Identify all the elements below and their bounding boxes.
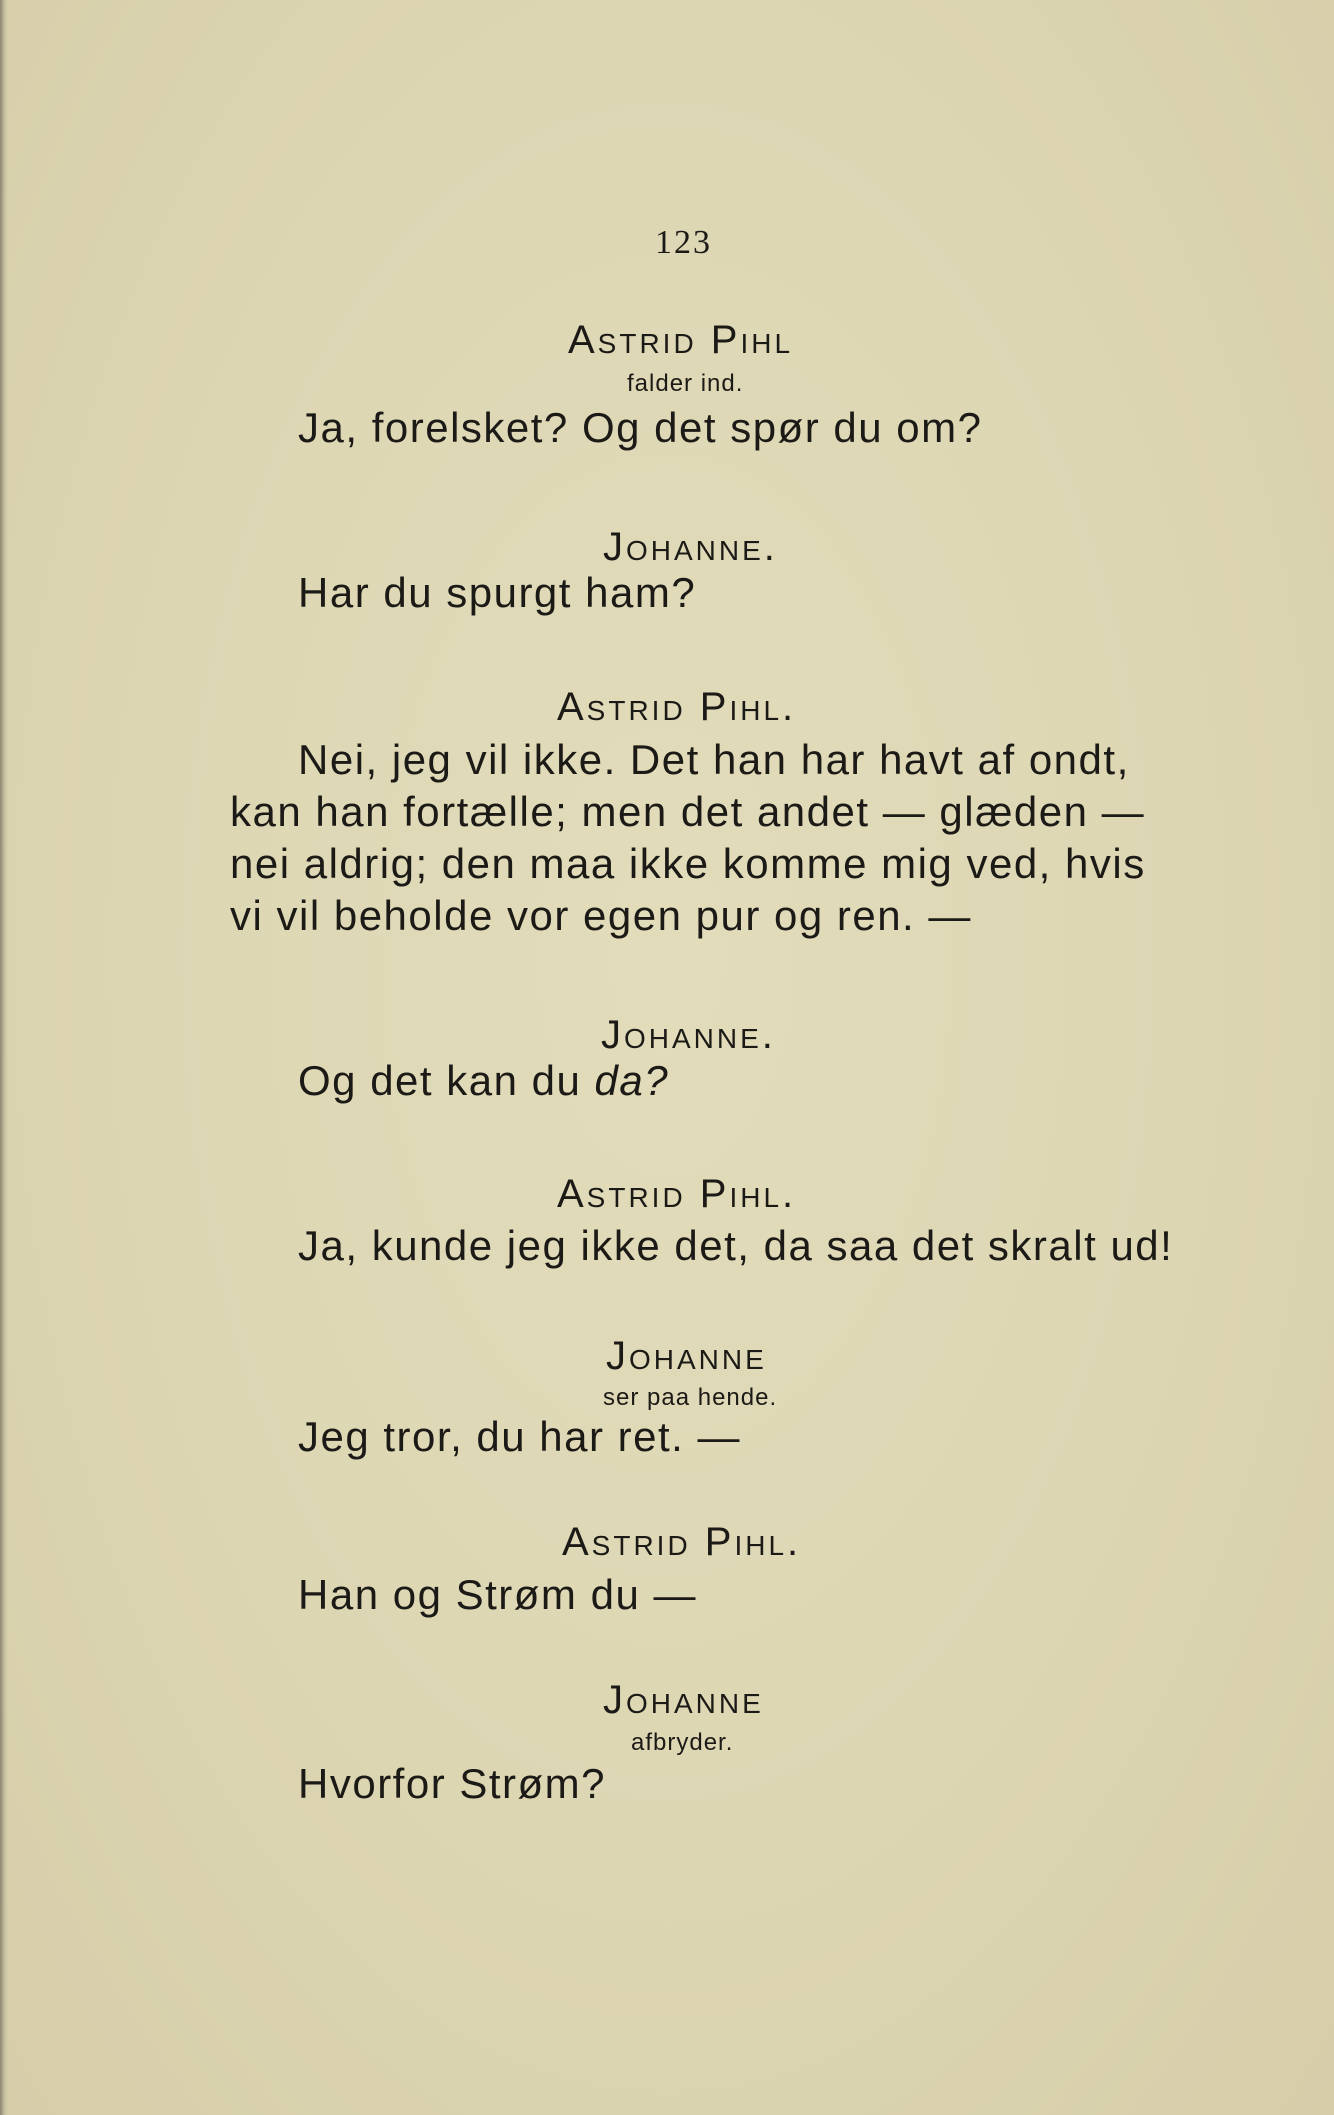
speaker-name: Astrid Pihl. <box>557 685 797 729</box>
speaker-name: Johanne. <box>603 525 778 569</box>
emphasized-text: da? <box>594 1057 670 1104</box>
dialogue-line: Har du spurgt ham? <box>298 569 697 616</box>
dialogue-line: Hvorfor Strøm? <box>298 1760 607 1807</box>
dialogue-line: kan han fortælle; men det andet — glæden — <box>230 788 1146 835</box>
speaker-name: Johanne. <box>601 1013 776 1057</box>
dialogue-line: Ja, forelsket? Og det spør du om? <box>298 404 983 451</box>
dialogue-line: Ja, kunde jeg ikke det, da saa det skralt ud! <box>298 1222 1174 1269</box>
dialogue-text: Og det kan du <box>298 1057 595 1104</box>
dialogue-line: Nei, jeg vil ikke. Det han har havt af ondt, <box>298 736 1130 783</box>
speaker-name: Astrid Pihl <box>568 318 794 362</box>
speaker-name: Astrid Pihl. <box>557 1172 797 1216</box>
speaker-name: Johanne <box>603 1678 764 1722</box>
stage-direction: ser paa hende. <box>603 1384 778 1411</box>
dialogue-line: vi vil beholde vor egen pur og ren. — <box>230 892 972 939</box>
dialogue-line <box>298 1057 669 1105</box>
dialogue-line: Jeg tror, du har ret. — <box>298 1413 742 1460</box>
speaker-name: Astrid Pihl. <box>562 1520 802 1564</box>
page-number: 123 <box>655 224 712 261</box>
stage-direction: falder ind. <box>627 370 744 397</box>
stage-direction: afbryder. <box>631 1729 734 1756</box>
dialogue-line: nei aldrig; den maa ikke komme mig ved, hvis <box>230 840 1146 887</box>
page-binding-edge <box>0 0 8 2115</box>
dialogue-line: Han og Strøm du — <box>298 1571 697 1618</box>
speaker-name: Johanne <box>606 1334 767 1378</box>
